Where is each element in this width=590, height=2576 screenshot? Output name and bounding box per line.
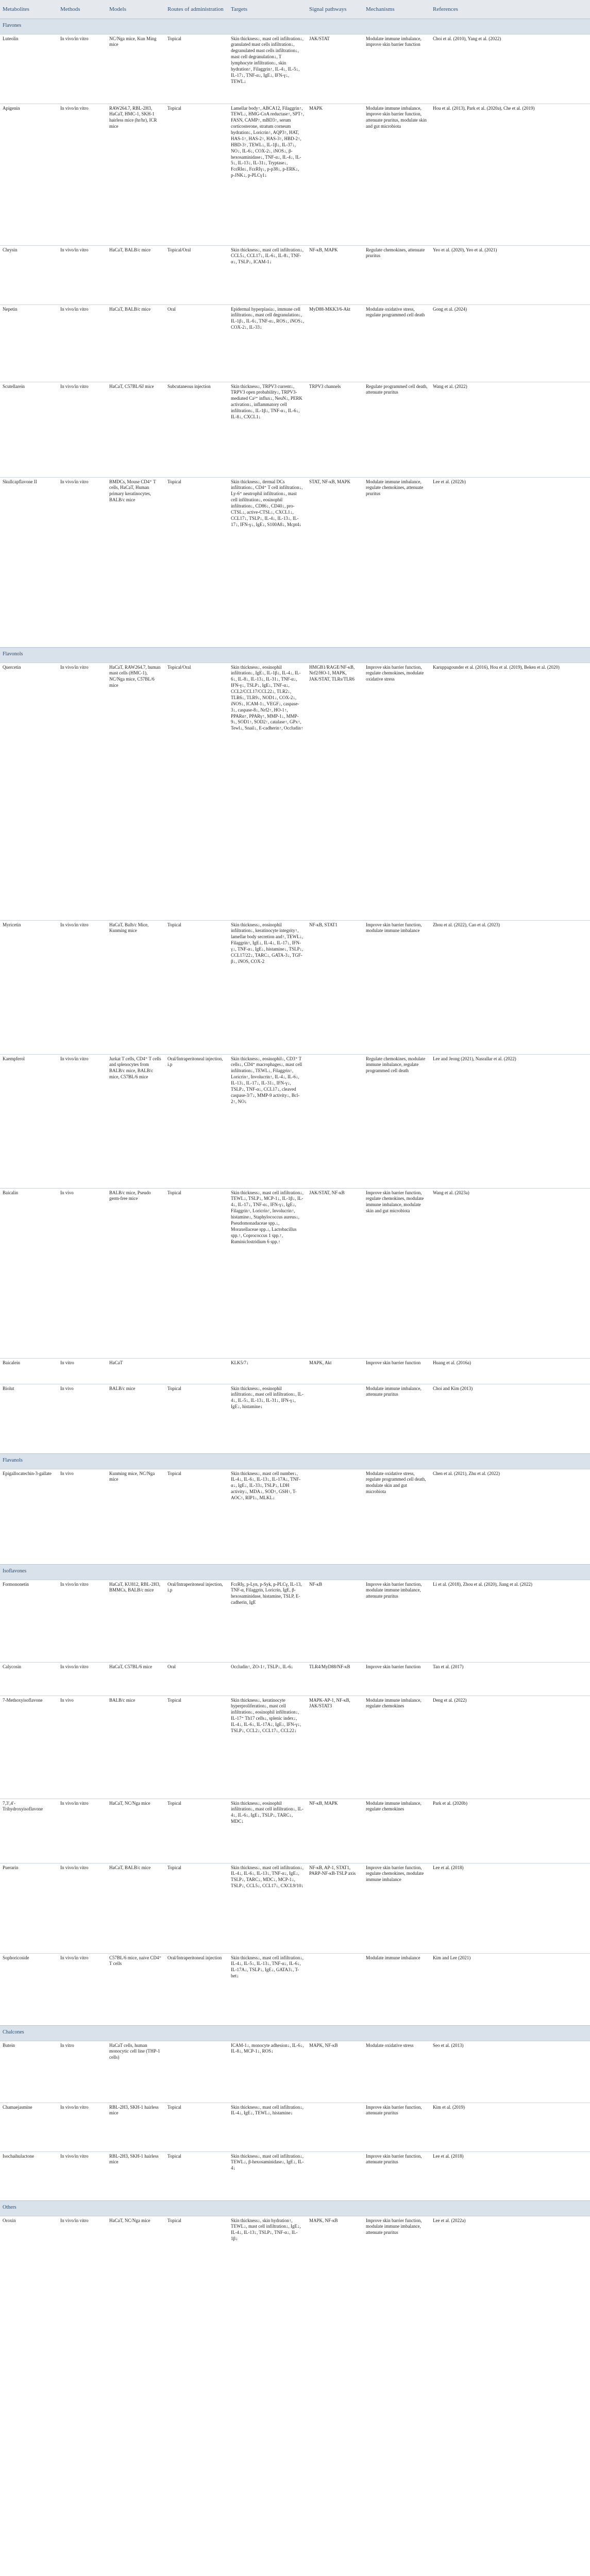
col-models: Models [107,0,165,19]
route-cell: Oral [165,304,228,382]
route-cell: Topical/Oral [165,245,228,304]
header-row [0,0,590,19]
route-cell: Topical [165,1799,228,1863]
table-row [0,1863,590,1953]
references-cell: Tan et al. (2017) [430,1662,590,1696]
models-cell: BALB/c mice [107,1696,165,1799]
table-row [0,2216,590,2288]
models-cell: HaCaT, RAW264.7, human mast cells (HMC-1), NC/Nga mice, C57BL/6 mice [107,663,165,920]
models-cell: NC/Nga mice, Kun Ming mice [107,34,165,104]
references-cell: Zhou et al. (2022), Cao et al. (2023) [430,920,590,1054]
table-row [0,1188,590,1358]
references-cell: Wang et al. (2022) [430,382,590,477]
route-cell: Topical [165,477,228,647]
models-cell: HaCaT, NC/Nga mice [107,1799,165,1863]
group-label: Others [0,2200,590,2216]
mechanisms-cell: Modulate immune imbalance, regulate chemokines, attenuate pruritus [363,477,430,647]
methods-cell: In vivo/in vitro [58,1799,107,1863]
methods-cell: In vivo/in vitro [58,920,107,1054]
pathways-cell: MAPK-AP-1, NF-κB, JAK/STAT3 [307,1696,363,1799]
table-row [0,1469,590,1564]
targets-cell: Skin thickness↓, eosinophil infiltration↓, mast cell infiltration↓, IL-4↓, IL-6↓, IgE↓, TSLP↓, TARC↓, MDC↓ [228,1799,307,1863]
pathways-cell: NF-κB [307,1580,363,1662]
methods-cell: In vivo/in vitro [58,304,107,382]
models-cell: C57BL/6 mice, naive CD4⁺ T cells [107,1953,165,2025]
mechanisms-cell: Regulate programmed cell death, attenuate pruritus [363,382,430,477]
col-references: References [430,0,590,19]
models-cell: BALB/c mice [107,1384,165,1453]
group-row [0,1453,590,1469]
targets-cell: Skin thickness↓, TRPV3 current↓, TRPV3 open probability↓, TRPV3-mediated Ca²⁺ influx↓, NeuN↓, PERK activation↓, inflammatory cell infiltration↓, IL-1β↓, TNF-α↓, IL-6↓, IL-8↓, CXCL1↓ [228,382,307,477]
metabolite-cell: Myricetin [0,920,58,1054]
methods-cell: In vivo/in vitro [58,104,107,245]
table-row [0,1384,590,1453]
references-cell: Choi et al. (2010), Yang et al. (2022) [430,34,590,104]
targets-cell: Skin thickness↓, mast cell infiltration↓, granulated mast cells infiltration↓, degranulated mast cells infiltration↓, mast cell degranulation↓, T lymphocyte infiltration↓, skin hydration↑, Filaggrin↑, IL-4↓, IL-5↓, IL-17↓, TNF-α↓, IgE↓, IFN-γ↓, TEWL↓ [228,34,307,104]
targets-cell: Skin thickness↓, mast cell infiltration↓, TEWL↓, TSLP↓, MCP-1↓, IL-1β↓, IL-4↓, IL-17↓, TNF-α↓, IFN-γ↓, IgE↓, Filaggrin↑, Loricrin↑, Involucrin↑, histamine↓, Staphylococcus aureus↓, Pseudomonadaceae spp.↓, Moraxellaceae spp.↓, Lactobacillus spp.↑, Coprococcus 1 spp.↑, Ruminiclostridium 6 spp.↑ [228,1188,307,1358]
models-cell: Jurkat T cells, CD4⁺ T cells and splenocytes from BALB/c mice, BALB/c mice, C57BL/6 mice [107,1054,165,1188]
route-cell: Oral/Intraperitoneal injection, i.p [165,1580,228,1662]
table-row [0,1799,590,1863]
pathways-cell: MyD88-MKK3/6-Akt [307,304,363,382]
references-cell: Yeo et al. (2020), Yeo et al. (2021) [430,245,590,304]
pathways-cell [307,2103,363,2151]
metabolite-cell: 7-Methoxyisoflavone [0,1696,58,1799]
pathways-cell: MAPK, NF-κB [307,2041,363,2103]
table-row [0,1054,590,1188]
models-cell: HaCaT cells, human monocytic cell line (THP-1 cells) [107,2041,165,2103]
models-cell: HaCaT, C57BL/6 mice [107,1662,165,1696]
group-label: Chalcones [0,2025,590,2041]
route-cell: Topical [165,1188,228,1358]
mechanisms-cell: Modulate immune imbalance, attenuate pruritus [363,1384,430,1453]
methods-cell: In vivo [58,1384,107,1453]
metabolite-cell: Kaempferol [0,1054,58,1188]
route-cell [165,2041,228,2103]
metabolite-cell: Isochaihulactone [0,2151,58,2200]
route-cell [165,1358,228,1384]
models-cell: BALB/c mice, Pseudo germ-free mice [107,1188,165,1358]
targets-cell: Skin thickness↓, mast cell infiltration↓, IL-4↓, IL-5↓, IL-13↓, TNF-α↓, IL-6↓, IL-17A↓, TSLP↓, IgE↓, GATA3↓, T-bet↓ [228,1953,307,2025]
mechanisms-cell: Modulate immune imbalance [363,1953,430,2025]
references-cell: Lee et al. (2022a) [430,2216,590,2288]
methods-cell: In vivo/in vitro [58,382,107,477]
references-cell: Kim and Lee (2021) [430,1953,590,2025]
references-cell: Gong et al. (2024) [430,304,590,382]
references-cell: Park et al. (2020b) [430,1799,590,1863]
route-cell: Oral/Intraperitoneal injection [165,1953,228,2025]
route-cell: Topical [165,104,228,245]
table-row [0,2151,590,2200]
metabolite-cell: Oroxin [0,2216,58,2288]
mechanisms-cell: Regulate chemokines, attenuate pruritus [363,245,430,304]
metabolite-cell: Formononetin [0,1580,58,1662]
mechanisms-cell: Improve skin barrier function [363,1662,430,1696]
group-row [0,647,590,663]
pathways-cell: JAK/STAT, NF-κB [307,1188,363,1358]
models-cell: HaCaT, BALB/c mice [107,304,165,382]
metabolite-cell: Chamaejasmine [0,2103,58,2151]
targets-cell: Skin thickness↓, skin hydration↑, TEWL↓, mast cell infiltration↓, IgE↓, IL-4↓, IL-13↓, TSLP↓, TNF-α↓, IL-1β↓ [228,2216,307,2288]
models-cell: RAW264.7, RBL-2H3, HaCaT, HMC-1, SKH-1 hairless mice (hr/hr), ICR mice [107,104,165,245]
table-row [0,663,590,920]
pathways-cell: TLR4/MyD88/NF-κB [307,1662,363,1696]
route-cell: Topical [165,1469,228,1564]
mechanisms-cell: Improve skin barrier function, modulate immune imbalance, attenuate pruritus [363,1580,430,1662]
references-cell: Lee et al. (2018) [430,1863,590,1953]
metabolite-cell: Scutellarein [0,382,58,477]
metabolite-cell: Sophoricoside [0,1953,58,2025]
targets-cell: Skin thickness↓, mast cell infiltration↓, IL-4↓, IL-6↓, IL-13↓, TNF-α↓, IgE↓, TSLP↓, TARC↓, MDC↓, MCP-1↓, TSLP↓, CCL5↓, CCL17↓, CXCL9/10↓ [228,1863,307,1953]
targets-cell: Skin thickness↓, keratinocyte hyperproliferation↓, mast cell infiltration↓, eosinophil infiltration↓, IL-17⁺ Th17 cells↓, splenic index↓, IL-4↓, IL-6↓, IL-17A↓, IgE↓, IFN-γ↓, TSLP↓, CCL2↓, CCL17↓, CCL22↓ [228,1696,307,1799]
metabolite-cell: Puerarin [0,1863,58,1953]
models-cell: BMDCs, Mouse CD4⁺ T cells, HaCaT, Human primary keratinocytes, BALB/c mice [107,477,165,647]
group-label: Flavanols [0,1453,590,1469]
methods-cell: In vitro [58,1358,107,1384]
route-cell: Topical [165,34,228,104]
mechanisms-cell: Modulate immune imbalance, improve skin barrier function, attenuate pruritus, modulate skin and gut microbiota [363,104,430,245]
methods-cell: In vivo/in vitro [58,1662,107,1696]
table-row [0,477,590,647]
pathways-cell [307,2151,363,2200]
targets-cell: Skin thickness↓, mast cell infiltration↓, IL-4↓, IgE↓, TEWL↓, histamine↓ [228,2103,307,2151]
mechanisms-cell: Improve skin barrier function, regulate chemokines, modulate oxidative stress [363,663,430,920]
group-row [0,1564,590,1580]
targets-cell: FcεRIγ, p-Lyn, p-Syk, p-PLCγ, IL-13, TNF-α, Filaggrin, Loricrin, IgE, β-hexosaminidase, histamine, TSLP, E-cadherin, IgE [228,1580,307,1662]
mechanisms-cell: Modulate immune imbalance, regulate chemokines [363,1799,430,1863]
targets-cell: Occludin↑, ZO-1↑, TSLP↓, IL-6↓ [228,1662,307,1696]
methods-cell: In vivo/in vitro [58,2103,107,2151]
group-label: Flavonols [0,647,590,663]
metabolite-cell: Epigallocatechin-3-gallate [0,1469,58,1564]
targets-cell: Epidermal hyperplasia↓, immune cell infiltration↓, mast cell degranulation↓, IL-1β↓, IL-6↓, TNF-α↓, ROS↓, iNOS↓, COX-2↓, IL-33↓ [228,304,307,382]
table-row [0,1662,590,1696]
pathways-cell: NF-κB, MAPK [307,245,363,304]
col-signal-pathways: Signal pathways [307,0,363,19]
table-row [0,2103,590,2151]
table-row [0,104,590,245]
methods-cell: In vivo/in vitro [58,2216,107,2288]
group-label: Isoflavones [0,1564,590,1580]
pathways-cell [307,1469,363,1564]
metabolite-cell: Biolut [0,1384,58,1453]
targets-cell: Skin thickness↓, dermal DCs infiltration↓, CD4⁺ T cell infiltration↓, Ly-6⁺ neutrophil infiltration↓, mast cell infiltration↓, eosinophil infiltration↓, CD86↓, CD40↓, pro-CTSL↓, active-CTSL↓, CXCL1↓, CCL17↓, TSLP↓, IL-4↓, IL-13↓, IL-17↓, IFN-γ↓, IgE↓, S100A8↓, Mcpt4↓ [228,477,307,647]
targets-cell: KLK5/7↓ [228,1358,307,1384]
references-cell: Lee et al. (2018) [430,2151,590,2200]
col-targets: Targets [228,0,307,19]
targets-cell: Skin thickness↓, mast cell number↓, IL-4↓, IL-6↓, IL-13↓, IL-17A↓, TNF-α↓, IgE↓, IL-33↓, TSLP↓, LDH activity↓, MDA↓, SOD↑, GSH↑, T-AOC↑, RIP1↓, MLKL↓ [228,1469,307,1564]
references-cell: Lee and Jeong (2021), Nasrallar et al. (2022) [430,1054,590,1188]
pathways-cell: JAK/STAT [307,34,363,104]
pathways-cell: MAPK [307,104,363,245]
references-cell: Wang et al. (2023a) [430,1188,590,1358]
models-cell: HaCaT, Balb/c Mice, Kunming mice [107,920,165,1054]
mechanisms-cell: Modulate oxidative stress, regulate programmed cell death, modulate skin and gut microbiota [363,1469,430,1564]
table-row [0,245,590,304]
pathways-cell: HMGB1/RAGE/NF-κB, Nrf2/HO-1, MAPK, JAK/STAT, TLRs/TLR6 [307,663,363,920]
targets-cell: Skin thickness↓, eosinophil infiltration↓, IgE↓, IL-1β↓, IL-4↓, IL-6↓, IL-8↓, IL-13↓, IL-31↓, TNF-α↓, IFN-γ↓, TSLP↓, IgE↓, TNF-α↓, CCL2/CCL17/CCL22↓, TLR2↓, TLR6↓, TLR9↓, NOD1↓, COX-2↓, iNOS↓, ICAM-1↓, VEGF↓, caspase-3↓, caspase-8↓, Nrf2↑, HO-1↑, PPARα↑, PPARγ↑, MMP-1↓, MMP-9↓, SOD1↑, SOD2↑, catalase↑, GPx↑, Tewl↓, Snail↓, E-cadherin↑, Occludin↑ [228,663,307,920]
mechanisms-cell: Modulate immune imbalance, regulate chemokines [363,1696,430,1799]
models-cell: HaCaT, BALB/c mice [107,1863,165,1953]
targets-cell: Skin thickness↓, eosinophil infiltration↓, mast cell infiltration↓, IL-4↓, IL-5↓, IL-13↓, IL-31↓, IFN-γ↓, IgE↓, histamine↓ [228,1384,307,1453]
table-row [0,382,590,477]
methods-cell: In vivo/in vitro [58,34,107,104]
col-metabolites: Metabolites [0,0,58,19]
table-row [0,1358,590,1384]
references-cell: Lee et al. (2022b) [430,477,590,647]
references-cell: Huang et al. (2016a) [430,1358,590,1384]
mechanisms-cell: Modulate oxidative stress [363,2041,430,2103]
table-row [0,2041,590,2103]
col-methods: Methods [58,0,107,19]
route-cell: Topical [165,1696,228,1799]
metabolite-cell: Baicalein [0,1358,58,1384]
models-cell: HaCaT, C57BL/6J mice [107,382,165,477]
route-cell: Topical [165,1863,228,1953]
methods-cell: In vivo/in vitro [58,1863,107,1953]
models-cell: HaCaT, KU812, RBL-2H3, BMMCs, BALB/c mice [107,1580,165,1662]
models-cell: HaCaT, NC/Nga mice [107,2216,165,2288]
mechanisms-cell: Improve skin barrier function, regulate chemokines, modulate immune imbalance [363,1863,430,1953]
route-cell: Oral [165,1662,228,1696]
pathways-cell: NF-κB, AP-1, STAT1, PARP-NF-κB-TSLP axis [307,1863,363,1953]
metabolite-cell: Nepetin [0,304,58,382]
route-cell: Topical [165,2216,228,2288]
metabolite-cell: Luteolin [0,34,58,104]
group-label: Flavones [0,19,590,34]
pathways-cell: STAT, NF-κB, MAPK [307,477,363,647]
targets-cell: Skin thickness↓, mast cell infiltration↓, CCL5↓, CCL17↓, IL-6↓, IL-8↓, TNF-α↓, TSLP↓, ICAM-1↓ [228,245,307,304]
mechanisms-cell: Modulate oxidative stress, regulate programmed cell death [363,304,430,382]
metabolite-cell: Apigenin [0,104,58,245]
methods-cell: In vivo/in vitro [58,1953,107,2025]
metabolite-cell: Calycosin [0,1662,58,1696]
references-cell: Hou et al. (2013), Park et al. (2020a), Che et al. (2019) [430,104,590,245]
metabolite-cell: 7,3′,4′-Trihydroxyisoflavone [0,1799,58,1863]
mechanisms-cell: Improve skin barrier function [363,1358,430,1384]
targets-cell: ICAM-1↓, monocyte adhesion↓, IL-6↓, IL-8↓, MCP-1↓, ROS↓ [228,2041,307,2103]
methods-cell: In vitro [58,2041,107,2103]
pathways-cell [307,1953,363,2025]
methods-cell: In vivo [58,1188,107,1358]
group-row [0,19,590,34]
route-cell: Oral/Intraperitoneal injection, i.p [165,1054,228,1188]
references-cell: Deng et al. (2022) [430,1696,590,1799]
models-cell: HaCaT, BALB/c mice [107,245,165,304]
models-cell: RBL-2H3, SKH-1 hairless mice [107,2103,165,2151]
methods-cell: In vivo/in vitro [58,1054,107,1188]
pathways-cell [307,1054,363,1188]
references-cell: Choi and Kim (2013) [430,1384,590,1453]
mechanisms-cell: Regulate chemokines, modulate immune imbalance, regulate programmed cell death [363,1054,430,1188]
methods-cell: In vivo/in vitro [58,2151,107,2200]
mechanisms-cell: Improve skin barrier function, attenuate pruritus [363,2103,430,2151]
targets-cell: Skin thickness↓, eosinophil infiltration↓, keratinocyte integrity↑, lamellar body secretion and↑, TEWL↓, Filaggrin↑, IgE↓, IL-4↓, IL-17↓, IFN-γ↓, TNF-α↓, IgE↓, histamine↓, TSLP↓, CCL17/22↓, TARC↓, GATA-3↓, TGF-β↓, iNOS, COX-2 [228,920,307,1054]
methods-cell: In vivo/in vitro [58,477,107,647]
pathways-cell: NF-κB, STAT1 [307,920,363,1054]
mechanisms-cell: Improve skin barrier function, modulate immune imbalance, attenuate pruritus [363,2216,430,2288]
table-row [0,1696,590,1799]
table-row [0,920,590,1054]
table-row [0,1953,590,2025]
targets-cell: Skin thickness↓, mast cell infiltration↓, TEWL↓, β-hexosaminidase↓, IgE↓, IL-4↓ [228,2151,307,2200]
methods-cell: In vivo/in vitro [58,1580,107,1662]
pathways-cell: NF-κB, MAPK [307,1799,363,1863]
methods-cell: In vivo/in vitro [58,245,107,304]
pathways-cell [307,1384,363,1453]
models-cell: HaCaT [107,1358,165,1384]
targets-cell: Skin thickness↓, eosinophil↓, CD3⁺ T cells↓, CD4⁺ macrophages↓, mast cell infiltration↓, TEWL↓, Filaggrin↑, Loricrin↑, Involucrin↑, IL-4↓, IL-6↓, IL-13↓, IL-17↓, IL-31↓, IFN-γ↓, TSLP↓, TNF-α↓, CCL17↓, cleaved caspase-3/7↓, MMP-9 activity↓, Bcl-2↑, NO↓ [228,1054,307,1188]
route-cell: Topical [165,1384,228,1453]
route-cell: Subcutaneous injection [165,382,228,477]
targets-cell: Lamellar body↑, ABCA12, Filaggrin↑, TEWL↓, HMG-CoA reductase↑, SPT↑, FASN, CAMP↑, mBD3↑, serum corticosterone, stratum corneum hydration↓, Loricrin↑, AQP3↑, HAT, HAS-1↑, HAS-2↑, HAS-3↑, HBD-2↑, HBD-3↑, TEWL↓, IL-1β↓, IL-37↓, NO↓, IL-6↓, COX-2↓, iNOS↓, β-hexosaminidase↓, TNF-α↓, IL-4↓, IL-5↓, IL-13↓, IL-31↓, Tryptase↓, FcεRIα↓, FcεRIγ↓, p-p38↓, p-ERK↓, p-JNK↓, p-PLCγ1↓ [228,104,307,245]
methods-cell: In vivo/in vitro [58,663,107,920]
group-row [0,2025,590,2041]
pathways-cell: TRPV3 channels [307,382,363,477]
route-cell: Topical [165,2103,228,2151]
table-row [0,34,590,104]
route-cell: Topical [165,920,228,1054]
models-cell: RBL-2H3, SKH-1 hairless mice [107,2151,165,2200]
mechanisms-cell: Improve skin barrier function, modulate immune imbalance [363,920,430,1054]
mechanisms-cell: Improve skin barrier function, attenuate pruritus [363,2151,430,2200]
route-cell: Topical [165,2151,228,2200]
methods-cell: In vivo [58,1696,107,1799]
methods-cell: In vivo [58,1469,107,1564]
references-cell: Chen et al. (2021), Zhu et al. (2022) [430,1469,590,1564]
metabolite-cell: Quercetin [0,663,58,920]
references-cell: Li et al. (2018), Zhou et al. (2020), Jiang et al. (2022) [430,1580,590,1662]
metabolite-cell: Skullcapflavone II [0,477,58,647]
mechanisms-cell: Modulate immune imbalance, improve skin barrier function [363,34,430,104]
col-routes: Routes of administration [165,0,228,19]
group-row [0,2200,590,2216]
references-cell: Seo et al. (2013) [430,2041,590,2103]
references-cell: Karuppagounder et al. (2016), Hou et al. (2019), Beken et al. (2020) [430,663,590,920]
mechanisms-cell: Improve skin barrier function, regulate chemokines, modulate immune imbalance, modulate skin and gut microbiota [363,1188,430,1358]
models-cell: Kunming mice, NC/Nga mice [107,1469,165,1564]
pathways-cell: MAPK, NF-κB [307,2216,363,2288]
route-cell: Topical/Oral [165,663,228,920]
pathways-cell: MAPK, Akt [307,1358,363,1384]
references-cell: Kim et al. (2019) [430,2103,590,2151]
metabolite-cell: Baicalin [0,1188,58,1358]
col-mechanisms: Mechanisms [363,0,430,19]
table-row [0,304,590,382]
metabolite-cell: Butein [0,2041,58,2103]
table-row [0,1580,590,1662]
metabolite-cell: Chrysin [0,245,58,304]
